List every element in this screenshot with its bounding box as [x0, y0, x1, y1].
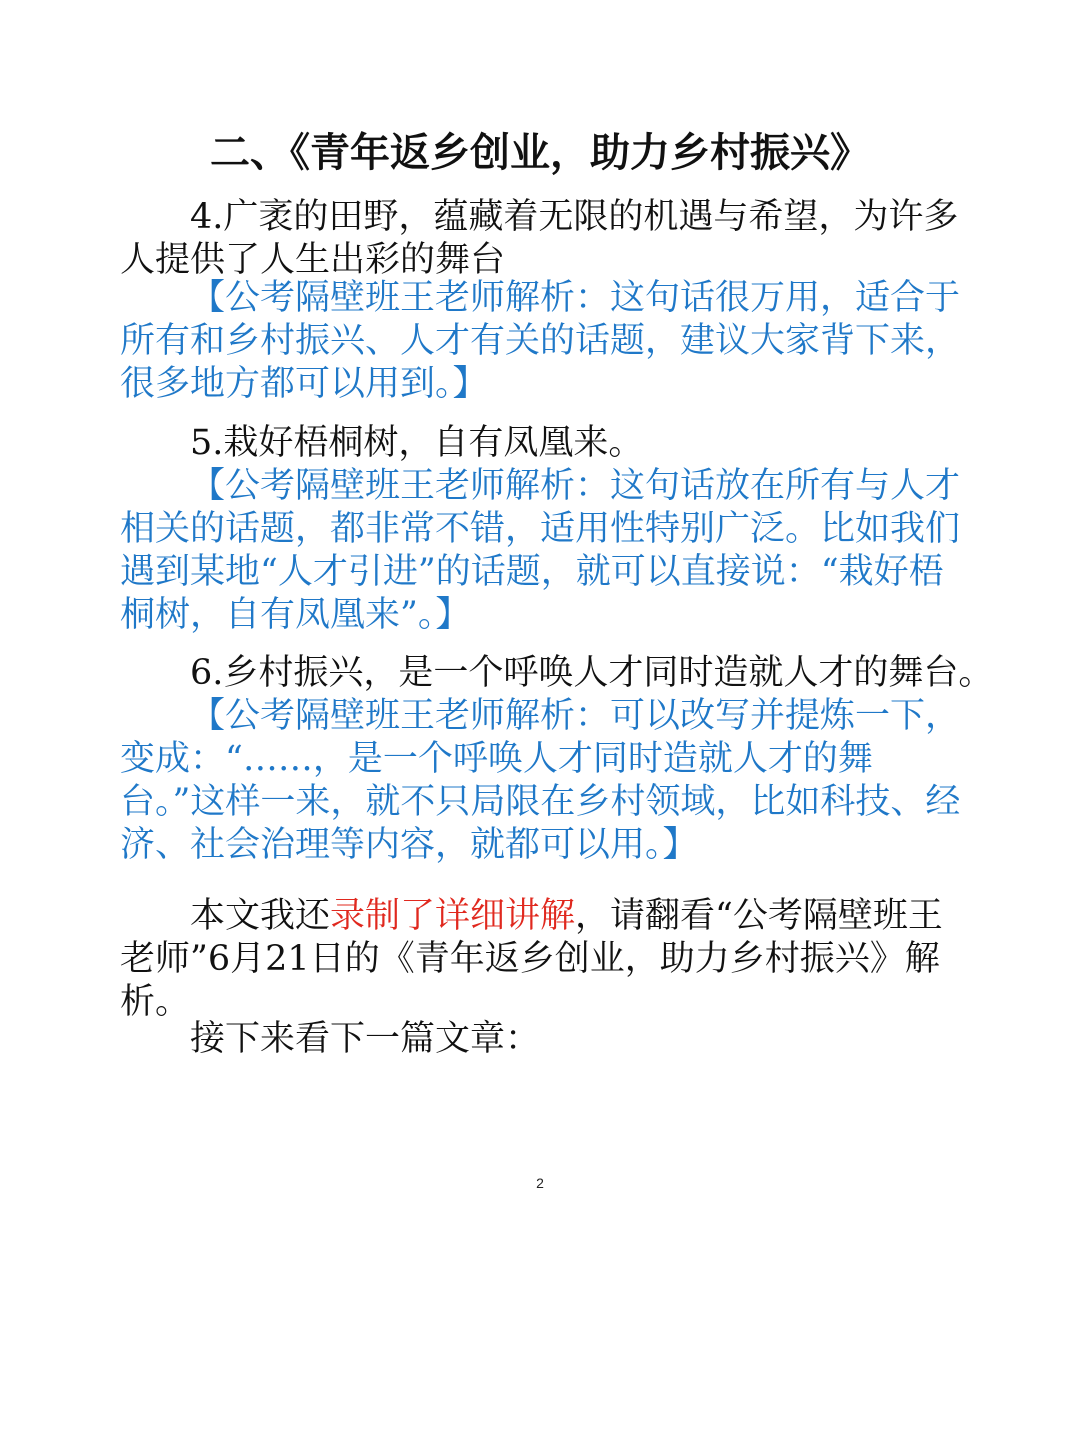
sentence-6: 6.乡村振兴，是一个呼唤人才同时造就人才的舞台。: [190, 653, 994, 693]
page-number: 2: [536, 1175, 544, 1191]
sentence-4: 4.广袤的田野，蕴藏着无限的机遇与希望，为许多人提供了人生出彩的舞台: [120, 197, 959, 280]
note-6: 【公考隔壁班王老师解析：可以改写并提炼一下，变成：“……，是一个呼唤人才同时造就人才的舞台。”这样一来，就不只局限在乡村领域，比如科技、经济、社会治理等内容，就都可以用。】: [120, 696, 961, 865]
note-5: 【公考隔壁班王老师解析：这句话放在所有与人才相关的话题，都非常不错，适用性特别广泛。比如我们遇到某地“人才引进”的话题，就可以直接说：“栽好梧桐树，自有凤凰来”。】: [120, 466, 961, 635]
page-title: 二、《青年返乡创业，助力乡村振兴》: [210, 129, 870, 176]
note-4: 【公考隔壁班王老师解析：这句话很万用，适合于所有和乡村振兴、人才有关的话题，建议大家背下来，很多地方都可以用到。】: [120, 278, 961, 404]
sentence-5: 5.栽好梧桐树，自有凤凰来。: [190, 423, 644, 463]
closing-text-2: ，请翻看“公考隔壁班王老师”6月21日的《青年返乡创业，助力乡村振兴》解析。: [120, 896, 943, 1022]
closing-highlight: 录制了详细讲解: [330, 896, 576, 936]
closing-paragraph: [120, 895, 970, 1024]
next-article-line: 接下来看下一篇文章：: [190, 1019, 541, 1059]
closing-text-1: 本文我还: [190, 896, 331, 936]
